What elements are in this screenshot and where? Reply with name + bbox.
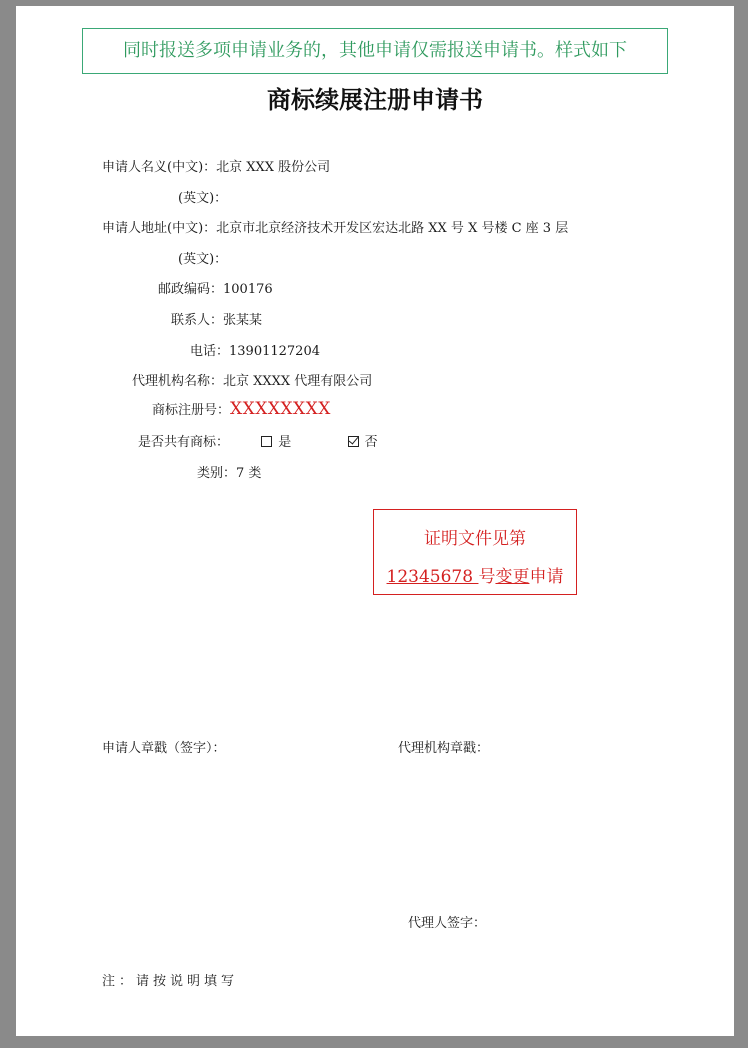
registration-number-row bbox=[152, 399, 331, 419]
applicant-address-cn-row bbox=[102, 217, 568, 236]
applicant-address-en-row bbox=[178, 248, 227, 267]
shared-no-checkbox[interactable] bbox=[348, 436, 359, 447]
postcode-label: 邮政编码： bbox=[158, 282, 224, 297]
applicant-address-cn-value: 北京市北京经济技术开发区宏达北路 XX 号 X 号楼 C 座 3 层 bbox=[216, 221, 569, 236]
applicant-address-cn-label: 申请人地址(中文)： bbox=[102, 221, 217, 236]
agency-row bbox=[132, 370, 372, 389]
registration-number-label: 商标注册号： bbox=[152, 403, 231, 418]
applicant-name-en-label: (英文)： bbox=[178, 191, 228, 206]
shared-yes-label: 是 bbox=[278, 435, 292, 450]
class-label: 类别： bbox=[197, 466, 237, 481]
phone-row bbox=[190, 340, 320, 359]
document-page bbox=[16, 6, 734, 1036]
contact-value: 张某某 bbox=[223, 313, 263, 328]
stamp-apply: 申请 bbox=[529, 567, 564, 587]
agency-value: 北京 XXXX 代理有限公司 bbox=[223, 374, 373, 389]
stamp-line-1: 证明文件见第 bbox=[424, 529, 526, 549]
document-title: 商标续展注册申请书 bbox=[267, 86, 483, 114]
applicant-seal-label: 申请人章戳（签字）： bbox=[102, 741, 226, 756]
applicant-address-en-label: (英文)： bbox=[178, 252, 228, 267]
shared-trademark-row bbox=[138, 431, 378, 450]
notice-banner: 同时报送多项申请业务的，其他申请仅需报送申请书。样式如下 bbox=[82, 28, 668, 74]
agency-label: 代理机构名称： bbox=[132, 374, 224, 389]
applicant-name-en-row bbox=[178, 187, 227, 206]
applicant-name-cn-row bbox=[102, 156, 330, 175]
shared-yes-checkbox[interactable] bbox=[261, 436, 272, 447]
phone-label: 电话： bbox=[190, 344, 230, 359]
contact-label: 联系人： bbox=[171, 313, 224, 328]
stamp-change: 变更 bbox=[495, 567, 530, 587]
phone-value: 13901127204 bbox=[229, 344, 320, 359]
stamp-hao: 号 bbox=[478, 567, 496, 587]
stamp-number: 12345678 bbox=[386, 567, 479, 587]
applicant-name-cn-label: 申请人名义(中文)： bbox=[102, 160, 217, 175]
class-row bbox=[197, 462, 261, 481]
proof-document-stamp bbox=[373, 509, 577, 595]
shared-trademark-label: 是否共有商标： bbox=[138, 435, 230, 450]
shared-no-label: 否 bbox=[364, 435, 378, 450]
postcode-row bbox=[158, 278, 273, 297]
contact-row bbox=[171, 309, 262, 328]
applicant-name-cn-value: 北京 XXX 股份公司 bbox=[216, 160, 331, 175]
footer-note: 注：请按说明填写 bbox=[102, 974, 239, 989]
class-value: 7 类 bbox=[236, 466, 262, 481]
stamp-line-2 bbox=[374, 562, 576, 587]
agency-seal-label: 代理机构章戳： bbox=[398, 741, 490, 756]
agent-signature-label: 代理人签字： bbox=[408, 916, 487, 931]
postcode-value: 100176 bbox=[223, 282, 273, 297]
registration-number-value: XXXXXXXX bbox=[230, 399, 331, 419]
